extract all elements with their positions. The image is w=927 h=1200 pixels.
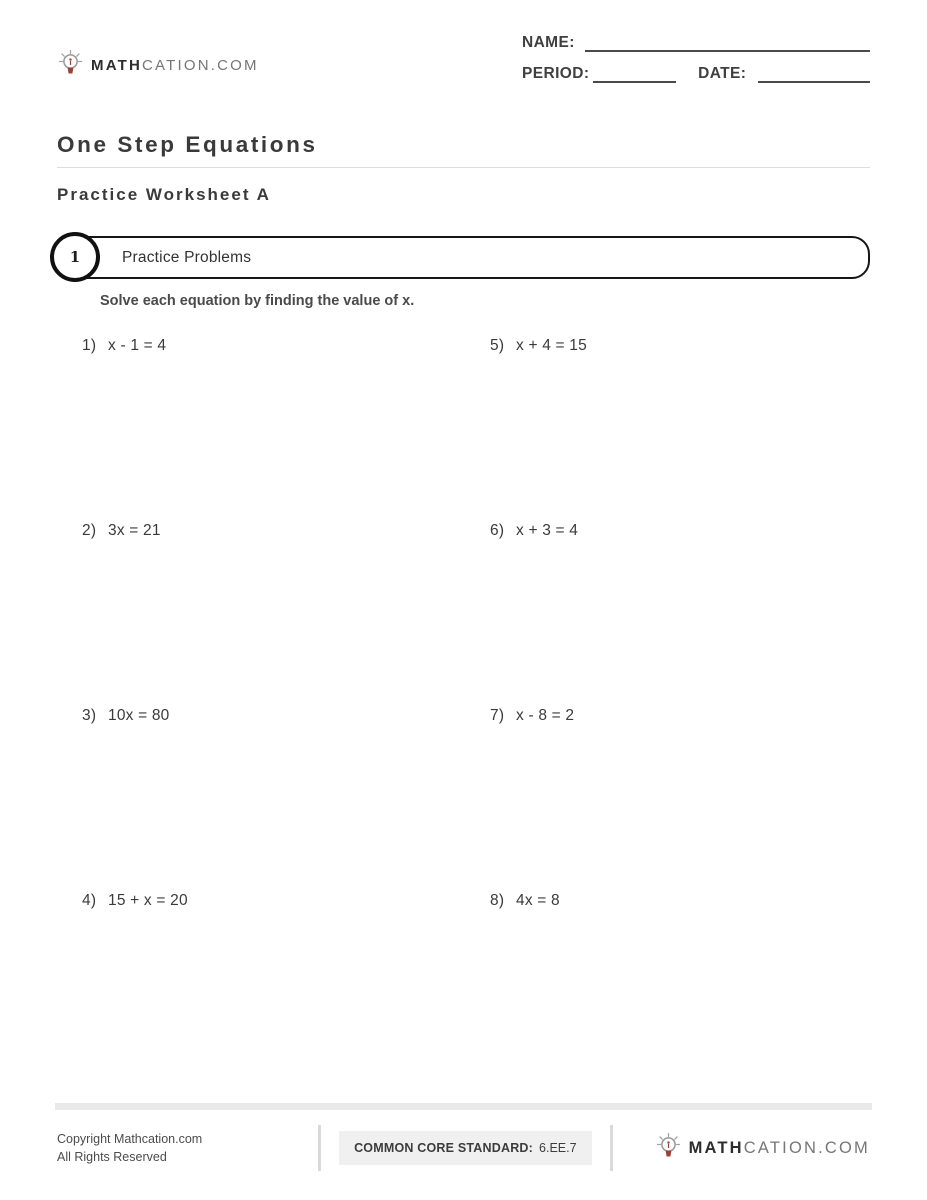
name-field-row bbox=[522, 34, 870, 52]
problem-1 bbox=[57, 337, 490, 522]
page-title: One Step Equations bbox=[57, 132, 318, 157]
page-header bbox=[57, 0, 870, 96]
title-divider bbox=[57, 167, 870, 168]
copyright-line-2: All Rights Reserved bbox=[57, 1150, 167, 1164]
problem-number: 4) bbox=[82, 892, 97, 909]
problems-grid bbox=[57, 337, 870, 1077]
worksheet-subtitle: Practice Worksheet A bbox=[57, 185, 271, 204]
date-label: DATE: bbox=[698, 65, 747, 82]
section-title: Practice Problems bbox=[122, 248, 252, 266]
logo-bold-text: MATH bbox=[688, 1138, 744, 1157]
copyright-line-1: Copyright Mathcation.com bbox=[57, 1131, 203, 1146]
footer-logo bbox=[655, 1131, 870, 1166]
footer-divider-band bbox=[55, 1103, 872, 1110]
lightbulb-icon bbox=[655, 1131, 682, 1166]
problem-number: 8) bbox=[490, 892, 505, 909]
problem-number: 5) bbox=[490, 337, 505, 354]
name-label: NAME: bbox=[522, 34, 575, 51]
problem-number: 2) bbox=[82, 522, 97, 539]
footer-vertical-divider bbox=[610, 1125, 613, 1171]
problem-equation: x + 3 = 4 bbox=[516, 522, 579, 539]
problem-4 bbox=[57, 892, 490, 1077]
problem-number: 3) bbox=[82, 707, 97, 724]
period-label: PERIOD: bbox=[522, 65, 590, 82]
mathcation-logo bbox=[57, 48, 259, 83]
common-core-badge bbox=[339, 1131, 592, 1165]
problem-equation: 4x = 8 bbox=[516, 892, 560, 909]
problem-equation: x - 1 = 4 bbox=[108, 337, 167, 354]
period-date-row bbox=[522, 65, 870, 83]
problem-equation: 10x = 80 bbox=[108, 707, 170, 724]
problem-equation: x - 8 = 2 bbox=[516, 707, 575, 724]
footer-content bbox=[57, 1125, 870, 1171]
logo-wordmark bbox=[91, 57, 259, 74]
problem-equation: 3x = 21 bbox=[108, 522, 161, 539]
problem-number: 7) bbox=[490, 707, 505, 724]
instructions-text: Solve each equation by finding the value of x. bbox=[100, 293, 415, 309]
period-blank-line bbox=[593, 66, 676, 83]
section-header bbox=[57, 232, 870, 282]
problem-number: 6) bbox=[490, 522, 505, 539]
problem-5 bbox=[490, 337, 870, 522]
problem-3 bbox=[57, 707, 490, 892]
student-info-fields bbox=[522, 34, 870, 96]
logo-light-text: CATION.COM bbox=[743, 1138, 870, 1157]
problem-equation: x + 4 = 15 bbox=[516, 337, 587, 354]
common-core-value: 6.EE.7 bbox=[539, 1141, 577, 1155]
logo-bold-text: MATH bbox=[91, 57, 143, 74]
section-number-badge: 1 bbox=[50, 232, 100, 282]
problem-equation: 15 + x = 20 bbox=[108, 892, 188, 909]
common-core-label: COMMON CORE STANDARD: bbox=[354, 1141, 534, 1155]
copyright-text bbox=[57, 1130, 318, 1166]
problem-6 bbox=[490, 522, 870, 707]
page-footer bbox=[0, 1103, 927, 1171]
name-blank-line bbox=[585, 35, 870, 52]
section-title-box bbox=[67, 236, 870, 279]
date-blank-line bbox=[758, 66, 870, 83]
lightbulb-icon bbox=[57, 48, 84, 83]
problem-number: 1) bbox=[82, 337, 97, 354]
footer-vertical-divider bbox=[318, 1125, 321, 1171]
mathcation-logo bbox=[655, 1131, 870, 1166]
problem-2 bbox=[57, 522, 490, 707]
logo-light-text: CATION.COM bbox=[142, 57, 259, 74]
problem-7 bbox=[490, 707, 870, 892]
logo-wordmark bbox=[689, 1139, 870, 1158]
problem-8 bbox=[490, 892, 870, 1077]
